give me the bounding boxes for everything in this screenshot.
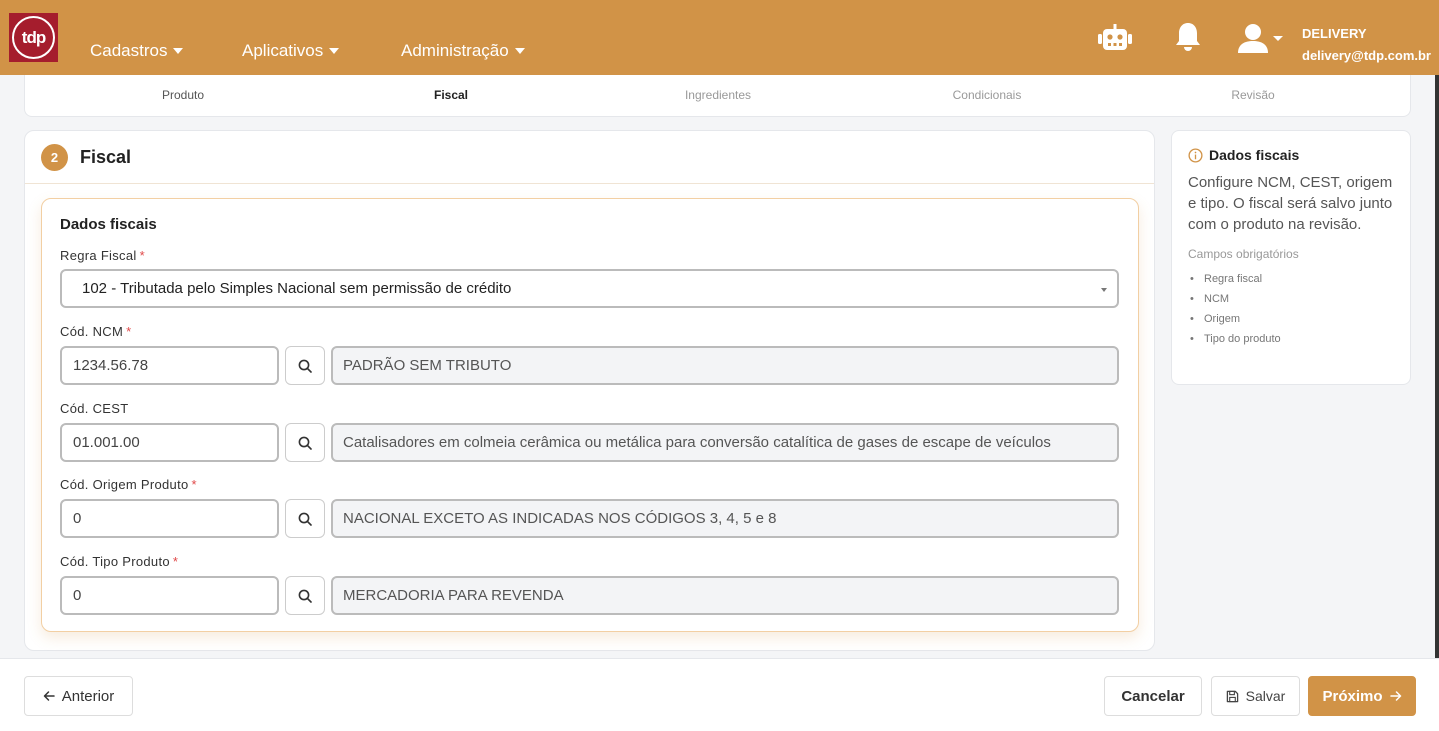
chevron-down-icon (1273, 36, 1283, 41)
label-text: Cód. Tipo Produto (60, 554, 170, 569)
save-button[interactable] (1211, 676, 1300, 716)
origem-search-button[interactable] (285, 499, 325, 538)
menu-cadastros[interactable] (90, 41, 183, 61)
origem-label (60, 477, 197, 492)
chevron-down-icon (173, 48, 183, 54)
select-value: 102 - Tributada pelo Simples Nacional sem permissão de crédito (82, 280, 512, 297)
footer-actions (0, 658, 1439, 731)
label-text: Cód. NCM (60, 324, 124, 339)
help-text: Configure NCM, CEST, origem e tipo. O fiscal será salvo junto com o produto na revisão. (1188, 174, 1393, 233)
step-number-badge: 2 (41, 144, 68, 171)
label-text: Regra Fiscal (60, 248, 137, 263)
list-item: • Origem (1188, 309, 1394, 329)
user-info (1302, 23, 1431, 67)
logo-text: tdp (12, 16, 55, 59)
card-header (25, 131, 1154, 184)
cest-search-button[interactable] (285, 423, 325, 462)
menu-label: Administração (401, 41, 509, 60)
brand-logo[interactable] (9, 13, 58, 62)
help-title (1188, 147, 1394, 163)
robot-icon[interactable] (1097, 24, 1133, 52)
search-icon (298, 436, 312, 450)
form-section-title: Dados fiscais (60, 216, 157, 233)
user-menu[interactable] (1237, 22, 1283, 54)
ncm-search-button[interactable] (285, 346, 325, 385)
menu-label: Aplicativos (242, 41, 324, 60)
list-item: • NCM (1188, 289, 1394, 309)
help-title-text: Dados fiscais (1209, 147, 1300, 163)
cancel-button[interactable] (1104, 676, 1202, 716)
arrow-left-icon (43, 690, 55, 702)
previous-button[interactable] (24, 676, 133, 716)
next-button[interactable] (1308, 676, 1416, 716)
ncm-description: PADRÃO SEM TRIBUTO (331, 346, 1119, 385)
required-fields-title: Campos obrigatórios (1188, 247, 1299, 261)
fiscal-form-panel (41, 198, 1139, 632)
user-name: DELIVERY (1302, 26, 1367, 41)
next-label: Próximo (1322, 687, 1383, 705)
step-fiscal[interactable]: Fiscal (433, 88, 469, 102)
cancel-label: Cancelar (1121, 687, 1185, 705)
chevron-down-icon (329, 48, 339, 54)
search-icon (298, 589, 312, 603)
origem-description: NACIONAL EXCETO AS INDICADAS NOS CÓDIGOS 3, 4, 5 e 8 (331, 499, 1119, 538)
tipo-input[interactable] (60, 576, 279, 615)
ncm-label (60, 324, 131, 339)
regra-fiscal-select[interactable] (60, 269, 1119, 308)
wizard-stepper (24, 75, 1411, 117)
top-navbar (0, 0, 1439, 75)
step-produto[interactable]: Produto (161, 88, 205, 102)
info-icon (1188, 148, 1203, 163)
required-mark: * (139, 248, 145, 263)
required-fields-list (1188, 269, 1394, 349)
user-email: delivery@tdp.com.br (1302, 48, 1431, 63)
bell-icon[interactable] (1174, 21, 1202, 53)
list-item: • Tipo do produto (1188, 329, 1394, 349)
ncm-input[interactable] (60, 346, 279, 385)
label-text: Cód. CEST (60, 401, 129, 416)
regra-fiscal-label (60, 248, 145, 263)
fiscal-card (24, 130, 1155, 651)
required-mark: * (191, 477, 197, 492)
cest-label (60, 401, 128, 416)
step-revisao[interactable]: Revisão (1231, 88, 1275, 102)
label-text: Cód. Origem Produto (60, 477, 189, 492)
save-icon (1226, 690, 1239, 703)
required-mark: * (172, 554, 179, 569)
menu-administracao[interactable] (401, 41, 525, 61)
tipo-label (60, 554, 178, 569)
step-ingredientes[interactable]: Ingredientes (684, 88, 752, 102)
origem-input[interactable] (60, 499, 279, 538)
menu-label: Cadastros (90, 41, 168, 60)
previous-label: Anterior (61, 687, 115, 705)
chevron-down-icon (1101, 288, 1107, 292)
chevron-down-icon (515, 48, 525, 54)
card-title: Fiscal (80, 146, 132, 167)
search-icon (298, 359, 312, 373)
user-icon (1237, 22, 1269, 54)
save-label: Salvar (1245, 688, 1286, 704)
tipo-search-button[interactable] (285, 576, 325, 615)
step-condicionais[interactable]: Condicionais (952, 88, 1022, 102)
help-panel (1171, 130, 1411, 385)
list-item: • Regra fiscal (1188, 269, 1394, 289)
cest-input[interactable] (60, 423, 279, 462)
scrollbar[interactable] (1435, 75, 1439, 658)
tipo-description: MERCADORIA PARA REVENDA (331, 576, 1119, 615)
search-icon (298, 512, 312, 526)
cest-description: Catalisadores em colmeia cerâmica ou metálica para conversão catalítica de gases de escape de veículos (331, 423, 1119, 462)
arrow-right-icon (1390, 690, 1402, 702)
menu-aplicativos[interactable] (242, 41, 339, 61)
required-mark: * (126, 324, 132, 339)
